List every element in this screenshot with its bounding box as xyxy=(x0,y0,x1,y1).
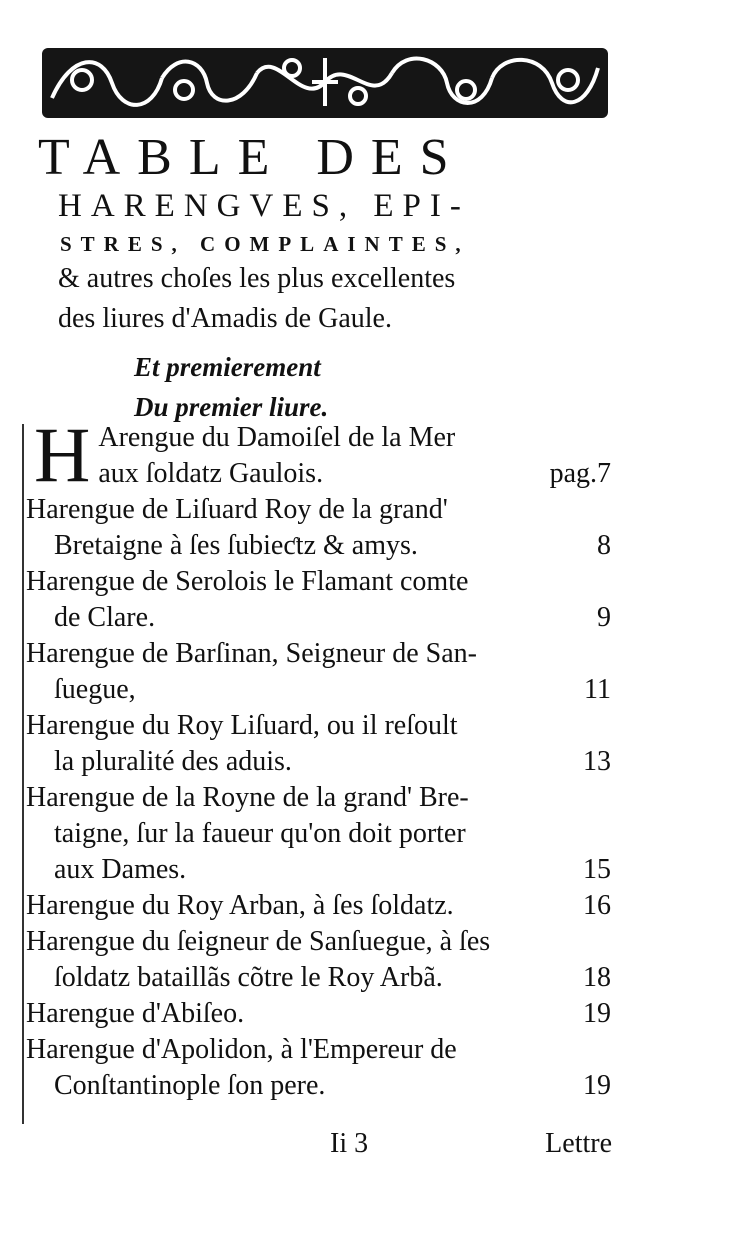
entry-text: Harengue de Serolois le Flamant comte xyxy=(26,566,469,597)
entry-continuation: Conſtantinople ſon pere. 19 xyxy=(26,1068,611,1104)
table-entry xyxy=(26,888,611,924)
entry-text: Harengue de la Royne de la grand' Bre- xyxy=(26,782,469,813)
title-line-1: HARENGVES, EPI- xyxy=(58,188,470,224)
table-entry xyxy=(26,492,611,564)
entry-text: Harengue du Roy Liſuard, ou il reſoult xyxy=(26,710,458,741)
page-number: 13 xyxy=(583,746,611,777)
entry-text: Harengue d'Apolidon, à l'Empereur de xyxy=(26,1034,457,1065)
table-entry xyxy=(26,780,611,888)
page-number: 16 xyxy=(583,890,611,921)
title-line-4: des liures d'Amadis de Gaule. xyxy=(58,303,392,334)
entry-continuation: ſoldatz bataillãs cõtre le Roy Arbã. 18 xyxy=(26,960,611,996)
catchword: Lettre xyxy=(545,1128,612,1159)
table-entry xyxy=(26,564,611,636)
ornamental-headpiece xyxy=(42,38,608,126)
table-entry xyxy=(26,708,611,780)
entry-text: Harengue de Barſinan, Seigneur de San- xyxy=(26,638,477,669)
entry-continuation: aux Dames. 15 xyxy=(26,852,611,888)
entry-text: Harengue d'Abiſeo. 19 xyxy=(26,996,611,1032)
entry-text: Harengue de Liſuard Roy de la grand' xyxy=(26,494,448,525)
page-number: 9 xyxy=(597,602,611,633)
page-number: 11 xyxy=(584,674,611,705)
entry-text-continued: taigne, ſur la faueur qu'on doit porter xyxy=(54,818,466,849)
entry-continuation: ſuegue, 11 xyxy=(26,672,611,708)
title-line-3: & autres choſes les plus excellentes xyxy=(58,263,456,294)
table-entry xyxy=(26,924,611,996)
entry-text: Arengue du Damoiſel de la Mer xyxy=(98,422,456,453)
table-entry xyxy=(26,1032,611,1104)
drop-capital: H xyxy=(34,411,91,498)
entry-text: Harengue du ſeigneur de Sanſuegue, à ſes xyxy=(26,926,491,957)
table-entries xyxy=(26,411,611,1104)
entry-continuation: de Clare. 9 xyxy=(26,600,611,636)
signature-mark: Ii 3 xyxy=(330,1128,369,1159)
page-number: 19 xyxy=(583,1070,611,1101)
table-entry xyxy=(26,411,611,498)
section-heading-1: Et premierement xyxy=(134,352,321,382)
entry-continuation: Bretaigne à ſes ſubieƈtz & amys. 8 xyxy=(26,528,611,564)
page-footer xyxy=(330,1126,612,1162)
page-number: pag.7 xyxy=(549,458,611,489)
page-number: 15 xyxy=(583,854,611,885)
table-entry xyxy=(26,996,611,1032)
page-title: TABLE DES xyxy=(38,129,466,186)
margin-rule xyxy=(22,424,24,1124)
page-number: 19 xyxy=(583,998,611,1029)
table-entry xyxy=(26,636,611,708)
entry-text: Harengue du Roy Arban, à ſes ſoldatz. 16 xyxy=(26,888,611,924)
entry-continuation: la pluralité des aduis. 13 xyxy=(26,744,611,780)
title-line-2: STRES, COMPLAINTES, xyxy=(60,232,470,256)
page-number: 8 xyxy=(597,530,611,561)
section-heading-2: Du premier liure. xyxy=(134,392,329,422)
entry-continuation: aux ſoldatz Gaulois. pag.7 xyxy=(98,456,611,492)
page-number: 18 xyxy=(583,962,611,993)
